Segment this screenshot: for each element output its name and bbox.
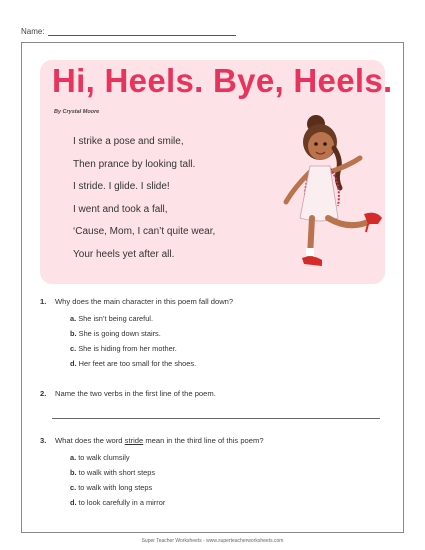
option-text: to walk clumsily (78, 453, 130, 462)
answer-option-a[interactable] (70, 453, 130, 462)
option-text: She isn’t being careful. (78, 314, 154, 323)
answer-option-b[interactable] (70, 468, 155, 477)
question-text: Name the two verbs in the first line of the poem. (55, 389, 216, 398)
option-letter: a. (70, 314, 77, 323)
answer-option-a[interactable] (70, 314, 153, 323)
question-number: 2. (40, 389, 47, 398)
question-text-part: mean in the third line of this poem? (143, 436, 264, 445)
option-letter: d. (70, 498, 77, 507)
option-text: Her feet are too small for the shoes. (78, 359, 197, 368)
poem-line: I went and took a fall, (73, 203, 168, 215)
poem-line: Then prance by looking tall. (73, 158, 196, 170)
question-text (55, 436, 264, 445)
option-text: She is going down stairs. (78, 329, 161, 338)
answer-option-d[interactable] (70, 498, 165, 507)
poem-title: Hi, Heels. Bye, Heels. (52, 62, 393, 99)
option-letter: d. (70, 359, 77, 368)
question-number: 1. (40, 297, 47, 306)
name-line (21, 27, 236, 36)
option-letter: b. (70, 329, 77, 338)
answer-option-c[interactable] (70, 483, 152, 492)
poem-line: I strike a pose and smile, (73, 136, 184, 147)
name-label: Name: (21, 27, 45, 36)
question-text-part: What does the word (55, 436, 125, 445)
answer-line[interactable] (52, 418, 380, 419)
footer: Super Teacher Worksheets - www.superteacherworksheets.com (141, 538, 284, 544)
option-letter: c. (70, 344, 77, 353)
question-text: Why does the main character in this poem fall down? (55, 297, 234, 306)
question-1 (40, 297, 385, 377)
underlined-word: stride (124, 436, 144, 445)
option-text: to look carefully in a mirror (78, 498, 166, 507)
name-input-line[interactable] (48, 27, 236, 36)
poem-line: I stride. I glide. I slide! (73, 181, 170, 192)
option-text: She is hiding from her mother. (78, 344, 177, 353)
poem-body (73, 135, 215, 270)
question-2 (40, 389, 385, 409)
poem-line: ‘Cause, Mom, I can’t quite wear, (73, 226, 216, 237)
option-letter: c. (70, 483, 77, 492)
question-3 (40, 436, 385, 516)
poem-line: Your heels yet after all. (73, 248, 175, 260)
question-number: 3. (40, 436, 47, 445)
option-letter: b. (70, 468, 77, 477)
answer-option-c[interactable] (70, 344, 177, 353)
answer-option-b[interactable] (70, 329, 161, 338)
option-text: to walk with long steps (78, 483, 153, 492)
option-text: to walk with short steps (78, 468, 156, 477)
girl-in-heels-illustration (272, 110, 392, 280)
poem-byline: By Crystal Moore (54, 109, 100, 115)
answer-option-d[interactable] (70, 359, 196, 368)
option-letter: a. (70, 453, 77, 462)
